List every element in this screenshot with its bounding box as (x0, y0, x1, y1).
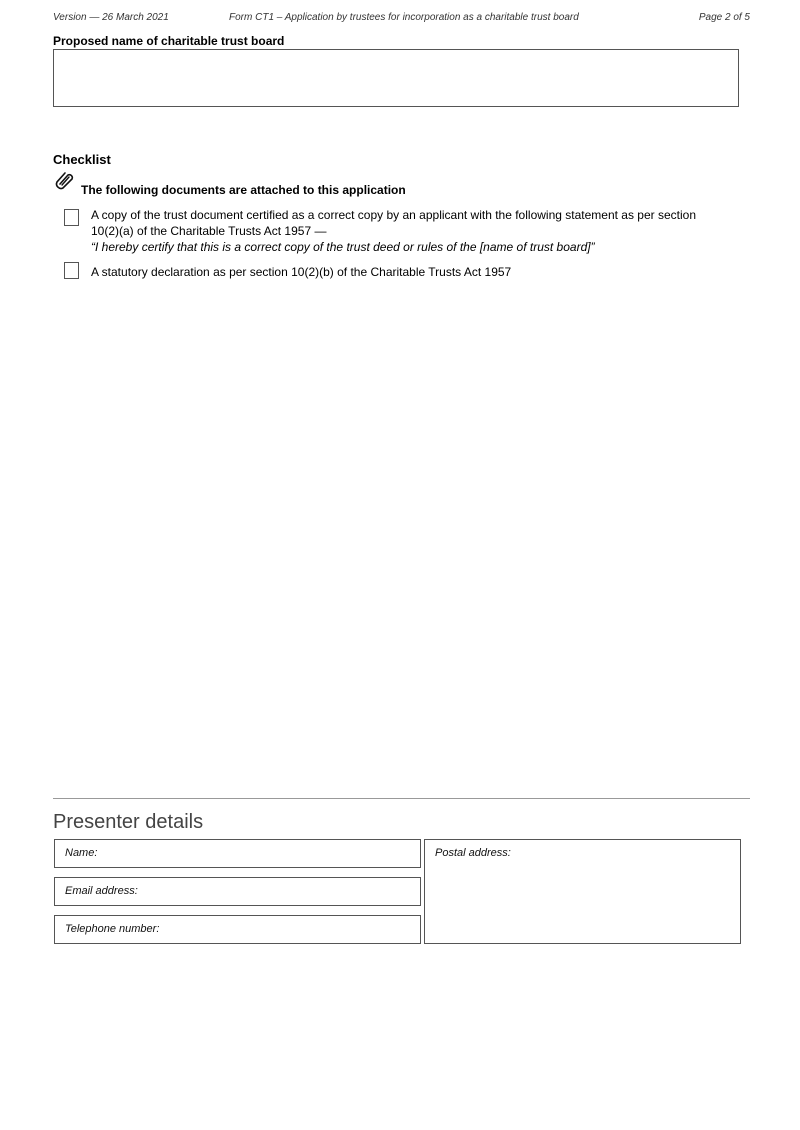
certification-statement: “I hereby certify that this is a correct copy of the trust deed or rules of the [name of trust board]” (91, 240, 595, 254)
telephone-label: Telephone number: (65, 923, 160, 935)
presenter-email-field[interactable] (54, 877, 421, 906)
proposed-name-field[interactable] (53, 49, 739, 107)
presenter-name-field[interactable] (54, 839, 421, 868)
proposed-name-label: Proposed name of charitable trust board (53, 34, 285, 48)
checklist-item-statutory-declaration: A statutory declaration as per section 10(2)(b) of the Charitable Trusts Act 1957 (91, 265, 512, 279)
checklist-heading: Checklist (53, 152, 111, 167)
postal-address-label: Postal address: (435, 847, 511, 859)
name-label: Name: (65, 847, 98, 859)
item-text-line: 10(2)(a) of the Charitable Trusts Act 1957 — (91, 224, 327, 238)
page-number: Page 2 of 5 (698, 12, 750, 23)
checkbox-statutory-declaration[interactable] (64, 262, 79, 279)
presenter-details-title: Presenter details (53, 811, 204, 833)
presenter-postal-address-field[interactable] (424, 839, 741, 944)
presenter-phone-field[interactable] (54, 915, 421, 944)
checklist-intro: The following documents are attached to this application (81, 183, 406, 197)
item-text-line: A copy of the trust document certified as a correct copy by an applicant with the following statement as per section (91, 208, 696, 222)
section-divider (53, 798, 750, 799)
form-title: Form CT1 – Application by trustees for incorporation as a charitable trust board (229, 12, 579, 23)
version-text: Version — 26 March 2021 (53, 12, 169, 23)
checkbox-trust-document[interactable] (64, 209, 79, 226)
checklist-item-trust-document (91, 207, 696, 255)
email-label: Email address: (65, 885, 138, 897)
paperclip-icon (54, 170, 76, 192)
